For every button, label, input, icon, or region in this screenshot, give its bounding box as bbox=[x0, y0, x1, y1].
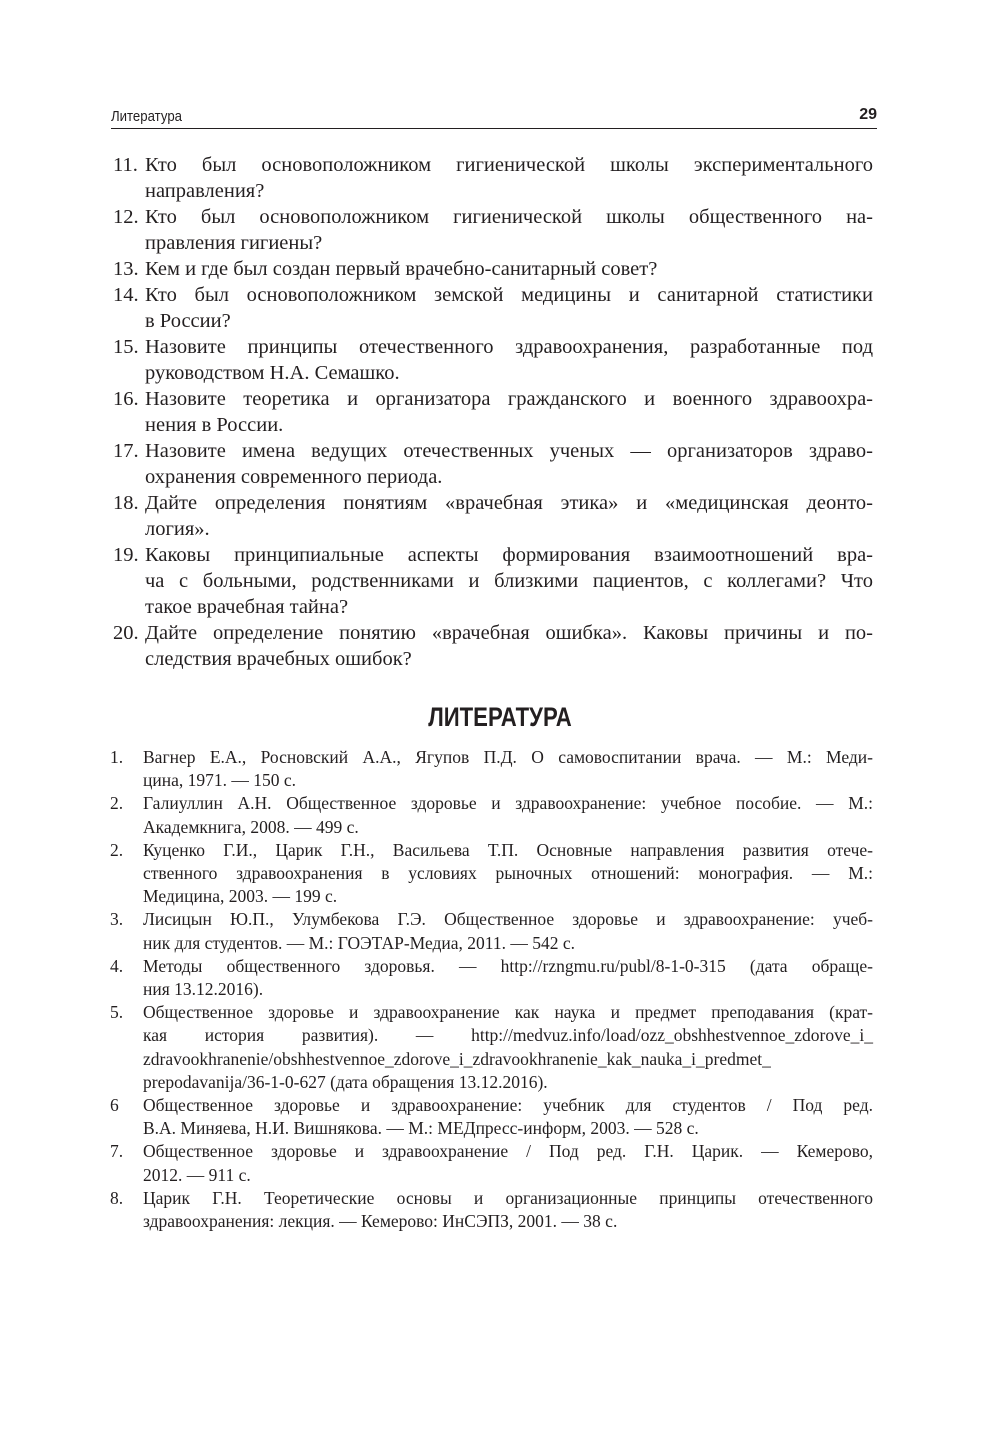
item-number: 20. bbox=[113, 622, 139, 644]
item-number: 14. bbox=[113, 284, 139, 306]
item-text-line: Академкнига, 2008. — 499 с. bbox=[143, 816, 359, 837]
item-text-line: Каковы принципиальные аспекты формирования взаимоотношений вра- bbox=[145, 544, 873, 566]
item-text-line: Вагнер Е.А., Росновский А.А., Ягупов П.Д. О самовоспитании врача. — М.: Меди- bbox=[143, 747, 873, 767]
item-text-line: 2012. — 911 с. bbox=[143, 1164, 251, 1185]
item-text-line: Общественное здоровье и здравоохранение как наука и предмет преподавания (крат- bbox=[143, 1002, 873, 1023]
question-item bbox=[113, 334, 873, 386]
item-text-line: Кто был основоположником земской медицины и санитарной статистики bbox=[145, 284, 873, 306]
item-text-line: ча с больными, родственниками и близкими пациентов, с коллегами? Что bbox=[145, 570, 873, 592]
question-item bbox=[113, 438, 873, 490]
item-number: 2. bbox=[110, 839, 124, 860]
references-heading: ЛИТЕРАТУРА bbox=[428, 702, 572, 732]
item-text-line: Кем и где был создан первый врачебно-санитарный совет? bbox=[145, 258, 658, 280]
reference-item bbox=[110, 792, 873, 838]
item-number: 13. bbox=[113, 258, 139, 280]
reference-item bbox=[110, 908, 873, 954]
item-number: 18. bbox=[113, 492, 139, 514]
item-number: 16. bbox=[113, 388, 139, 410]
item-text-line: руководством Н.А. Семашко. bbox=[145, 362, 400, 384]
item-text-line: Галиуллин А.Н. Общественное здоровье и здравоохранение: учебное пособие. — М.: bbox=[143, 793, 873, 814]
item-number: 4. bbox=[110, 955, 124, 976]
item-text-line: Методы общественного здоровья. — http://rzngmu.ru/publ/8-1-0-315 (дата обраще- bbox=[143, 955, 873, 976]
reference-item bbox=[110, 839, 873, 909]
item-number: 3. bbox=[110, 909, 124, 930]
question-item bbox=[113, 620, 873, 672]
item-number: 17. bbox=[113, 440, 139, 462]
reference-item bbox=[110, 1094, 873, 1140]
item-text-line: кая история развития). — http://medvuz.info/load/ozz_obshhestvennoe_zdorove_i_ bbox=[143, 1025, 873, 1046]
reference-item bbox=[110, 1001, 873, 1094]
item-text-line: prepodavanija/36-1-0-627 (дата обращения 13.12.2016). bbox=[143, 1071, 548, 1092]
question-item bbox=[113, 282, 873, 334]
reference-item bbox=[110, 1140, 873, 1186]
item-text-line: охранения современного периода. bbox=[145, 466, 443, 488]
question-item bbox=[113, 256, 873, 282]
item-text-line: здравоохранения: лекция. — Кемерово: ИнСЭПЗ, 2001. — 38 с. bbox=[143, 1211, 618, 1232]
item-text-line: zdravookhranenie/obshhestvennoe_zdorove_i_zdravookhranenie_kak_nauka_i_predmet_ bbox=[143, 1048, 771, 1069]
item-text-line: направления? bbox=[145, 180, 265, 202]
item-text-line: нения в России. bbox=[145, 414, 284, 436]
item-text-line: Медицина, 2003. — 199 с. bbox=[143, 886, 338, 907]
item-text-line: В.А. Миняева, Н.И. Вишнякова. — М.: МЕДпресс-информ, 2003. — 528 с. bbox=[143, 1118, 699, 1139]
item-text-line: Царик Г.Н. Теоретические основы и организационные принципы отечественного bbox=[143, 1187, 873, 1208]
running-header bbox=[111, 106, 877, 129]
item-text-line: ник для студентов. — М.: ГОЭТАР-Медиа, 2011. — 542 с. bbox=[143, 932, 576, 953]
reference-item bbox=[110, 746, 873, 792]
question-item bbox=[113, 386, 873, 438]
item-text-line: Кто был основоположником гигиенической школы общественного на- bbox=[145, 206, 873, 228]
question-item bbox=[113, 542, 873, 620]
item-number: 19. bbox=[113, 544, 139, 566]
item-text-line: Назовите принципы отечественного здравоохранения, разработанные под bbox=[145, 336, 873, 358]
item-text-line: Дайте определения понятиям «врачебная этика» и «медицинская деонто- bbox=[145, 492, 873, 514]
references-list bbox=[110, 746, 873, 1233]
item-text-line: в России? bbox=[145, 310, 231, 332]
reference-item bbox=[110, 1187, 873, 1233]
item-text-line: Кто был основоположником гигиенической школы экспериментального bbox=[145, 154, 873, 176]
item-number: 11. bbox=[113, 154, 138, 176]
page-number: 29 bbox=[859, 106, 877, 123]
review-questions-list bbox=[113, 152, 873, 672]
item-text-line: Лисицын Ю.П., Улумбекова Г.Э. Общественное здоровье и здравоохранение: учеб- bbox=[143, 909, 873, 930]
item-text-line: Дайте определение понятию «врачебная ошибка». Каковы причины и по- bbox=[145, 622, 873, 644]
item-text-line: следствия врачебных ошибок? bbox=[145, 648, 412, 670]
item-text-line: Общественное здоровье и здравоохранение: учебник для студентов / Под ред. bbox=[143, 1095, 873, 1116]
item-text-line: Назовите теоретика и организатора гражданского и военного здравоохра- bbox=[145, 388, 873, 410]
item-number: 8. bbox=[110, 1187, 124, 1208]
item-text-line: ния 13.12.2016). bbox=[143, 979, 264, 1000]
question-item bbox=[113, 490, 873, 542]
item-number: 1. bbox=[110, 747, 124, 767]
question-item bbox=[113, 204, 873, 256]
item-number: 7. bbox=[110, 1141, 124, 1162]
reference-item bbox=[110, 955, 873, 1001]
item-text-line: цина, 1971. — 150 с. bbox=[143, 770, 297, 791]
item-number: 2. bbox=[110, 793, 124, 814]
item-text-line: ственного здравоохранения в условиях рыночных отношений: монография. — М.: bbox=[143, 863, 873, 884]
item-text-line: Куценко Г.И., Царик Г.Н., Васильева Т.П. Основные направления развития отече- bbox=[143, 839, 873, 860]
item-text-line: Общественное здоровье и здравоохранение / Под ред. Г.Н. Царик. — Кемерово, bbox=[143, 1141, 873, 1162]
question-item bbox=[113, 152, 873, 204]
item-text-line: такое врачебная тайна? bbox=[145, 596, 349, 618]
item-number: 5. bbox=[110, 1002, 124, 1023]
section-title: Литература bbox=[111, 108, 183, 125]
item-number: 15. bbox=[113, 336, 139, 358]
item-text-line: логия». bbox=[145, 518, 210, 540]
item-number: 6 bbox=[110, 1095, 119, 1116]
item-text-line: правления гигиены? bbox=[145, 232, 323, 254]
item-text-line: Назовите имена ведущих отечественных ученых — организаторов здраво- bbox=[145, 440, 873, 462]
item-number: 12. bbox=[113, 206, 139, 228]
